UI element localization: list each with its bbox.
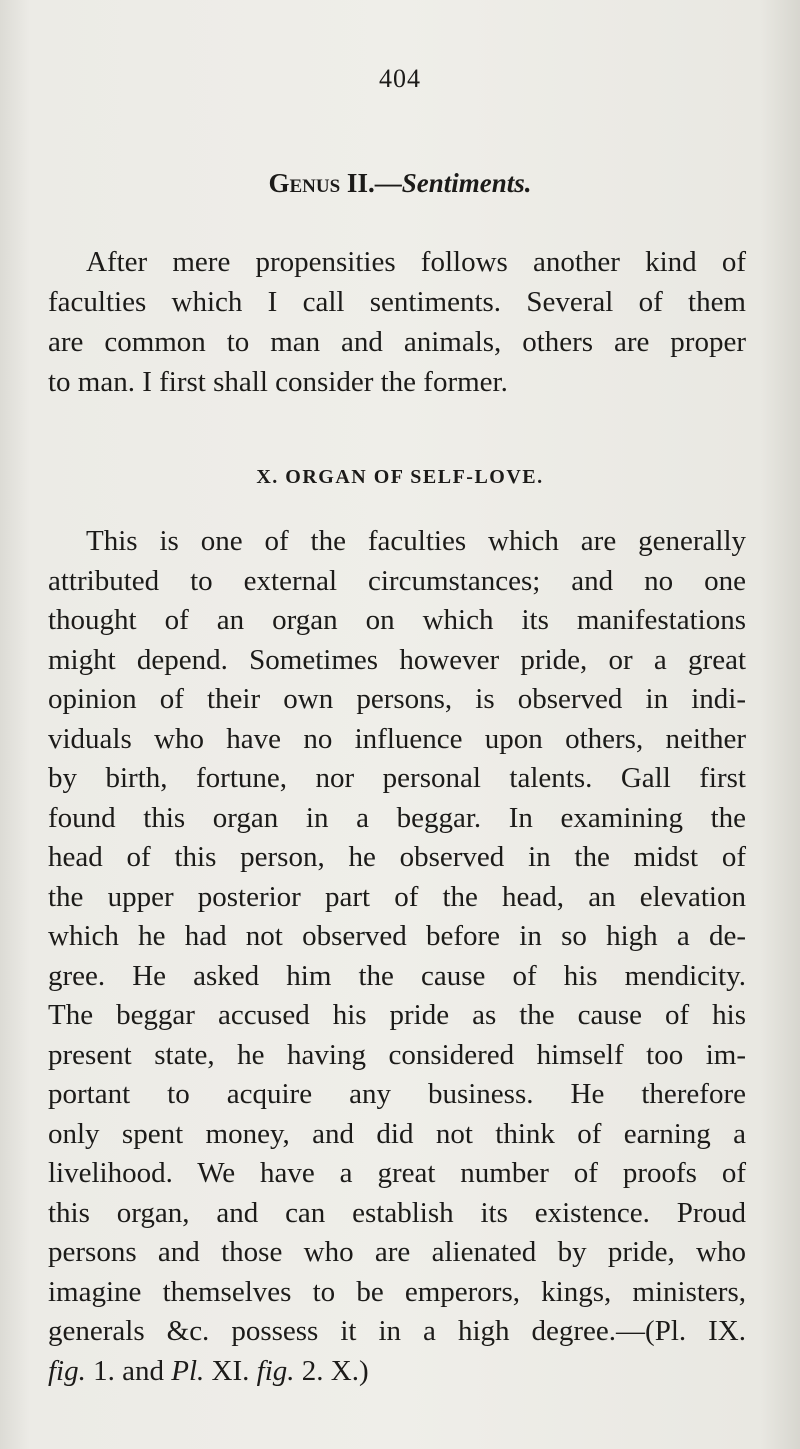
- organ-heading: X. ORGAN OF SELF-LOVE.: [256, 466, 544, 488]
- final-text-line: [48, 1352, 746, 1392]
- text-line: are common to man and animals, others are proper: [48, 326, 746, 358]
- intro-paragraph: [48, 242, 746, 402]
- text-line: portant to acquire any business. He therefore: [48, 1078, 746, 1110]
- text-line: present state, he having considered himself too im-: [48, 1038, 746, 1071]
- text-line: faculties which I call sentiments. Several of them: [48, 286, 746, 318]
- genus-heading-italic: Sentiments.: [401, 168, 532, 198]
- text-line: to man. I first shall consider the former.: [48, 366, 508, 398]
- text-line: thought of an organ on which its manifestations: [48, 604, 746, 636]
- text-line: After mere propensities follows another kind of: [86, 246, 746, 278]
- text-line: This is one of the faculties which are generally: [86, 525, 746, 557]
- text-line: viduals who have no influence upon others, neither: [48, 722, 746, 755]
- plate-ref-text: 1. and: [85, 1354, 172, 1387]
- text-line: the upper posterior part of the head, an elevation: [48, 880, 746, 913]
- text-line: generals &c. possess it in a high degree.—(Pl. IX.: [48, 1315, 746, 1347]
- text-line: might depend. Sometimes however pride, or a great: [48, 643, 746, 676]
- page-number: 404: [379, 64, 421, 93]
- text-line: this organ, and can establish its existence. Proud: [48, 1196, 746, 1229]
- text-line: opinion of their own persons, is observed in indi-: [48, 683, 746, 715]
- plate-ref-text: XI.: [204, 1354, 257, 1387]
- plate-ref-fig: fig.: [256, 1354, 295, 1387]
- text-line: livelihood. We have a great number of proofs of: [48, 1157, 746, 1189]
- text-line: gree. He asked him the cause of his mendicity.: [48, 959, 746, 992]
- text-line: which he had not observed before in so high a de-: [48, 920, 746, 952]
- text-line: head of this person, he observed in the midst of: [48, 841, 746, 873]
- text-line: persons and those who are alienated by pride, who: [48, 1236, 746, 1268]
- text-line: attributed to external circumstances; and no one: [48, 564, 746, 597]
- text-line: found this organ in a beggar. In examining the: [48, 801, 746, 834]
- text-line: imagine themselves to be emperors, kings, ministers,: [48, 1275, 746, 1308]
- text-line: only spent money, and did not think of earning a: [48, 1117, 746, 1150]
- text-line: The beggar accused his pride as the cause of his: [48, 999, 746, 1031]
- body-paragraph: [48, 522, 746, 1391]
- genus-heading: [0, 168, 800, 199]
- plate-ref-text: 2. X.): [294, 1354, 369, 1387]
- plate-ref-fig: fig.: [48, 1354, 86, 1387]
- plate-ref-pl: Pl.: [171, 1354, 205, 1387]
- genus-heading-prefix: Genus II.—: [268, 168, 402, 198]
- text-line: by birth, fortune, nor personal talents. Gall first: [48, 762, 746, 794]
